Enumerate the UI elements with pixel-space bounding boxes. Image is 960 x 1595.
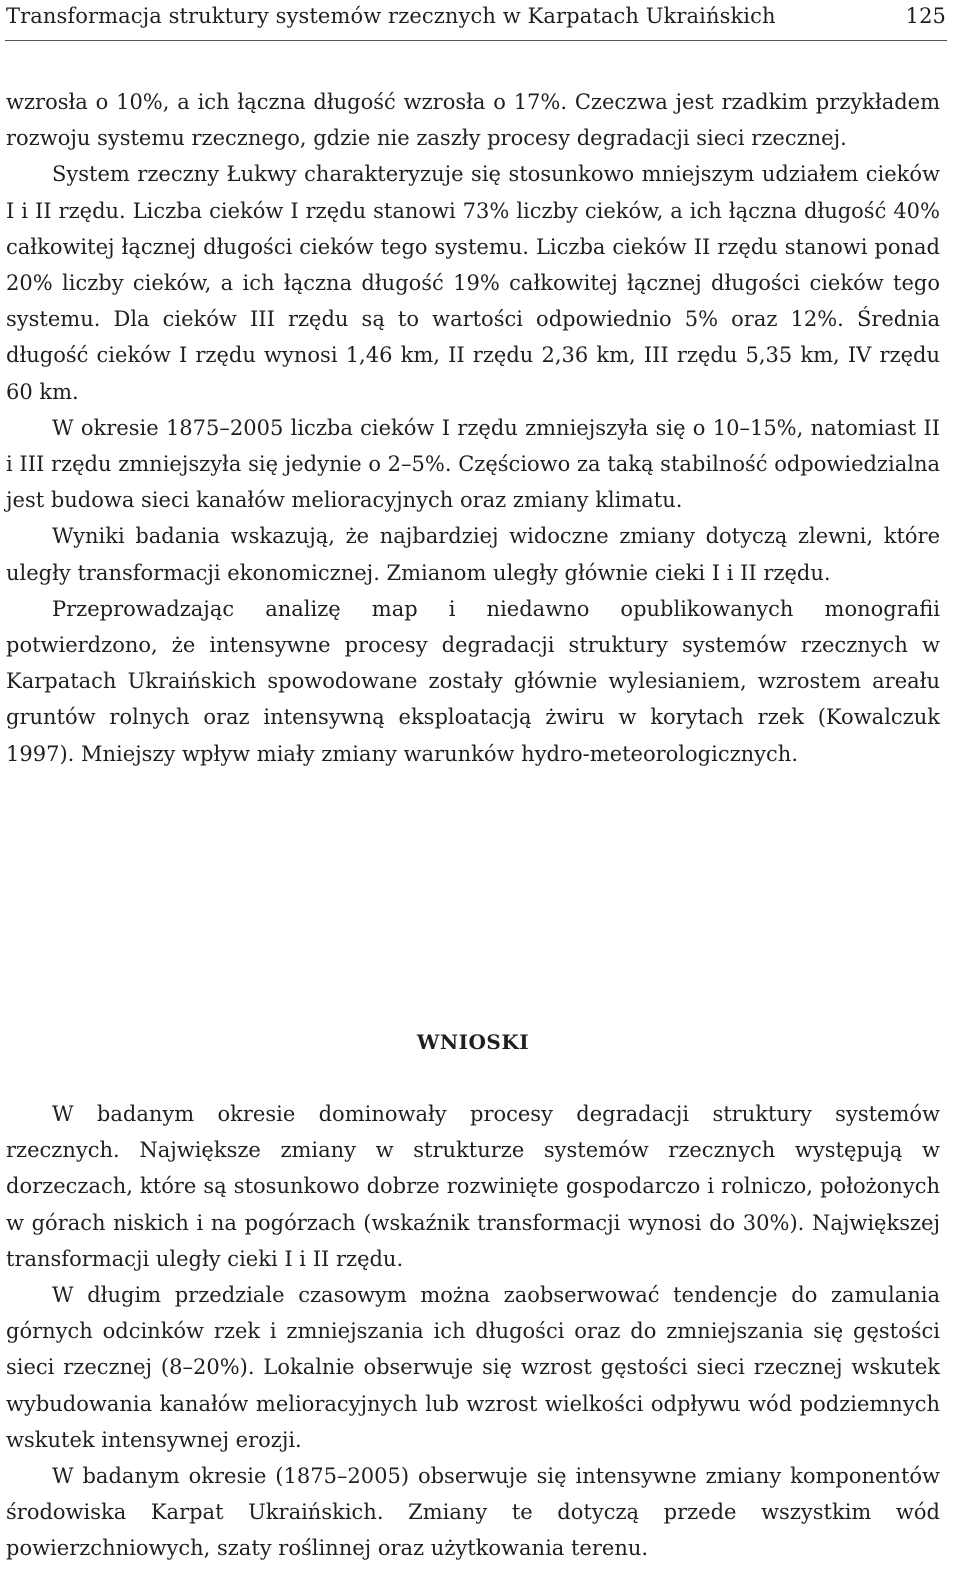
- running-header: [6, 0, 946, 32]
- paragraph: Przeprowadzając analizę map i niedawno opublikowanych monografii potwierdzono, że intensywne procesy degradacji struktury systemów rzecznych w Karpatach Ukraińskich spowodowane zostały głównie wylesianiem, wzrostem areału gruntów rolnych oraz intensywną eksploatacją żwiru w korytach rzek (Kowalczuk 1997). Mniejszy wpływ miały zmiany warunków hydro-meteorologicznych.: [6, 596, 940, 766]
- main-body-text: [6, 84, 940, 772]
- paragraph: System rzeczny Łukwy charakteryzuje się stosunkowo mniejszym udziałem cieków I i II rzędu. Liczba cieków I rzędu stanowi 73% liczby cieków, a ich łączna długość 40% całkowitej łącznej długości cieków tego systemu. Liczba cieków II rzędu stanowi ponad 20% liczby cieków, a ich łączna długość 19% całkowitej łącznej długości cieków tego systemu. Dla cieków III rzędu są to wartości odpowiednio 5% oraz 12%. Średnia długość cieków I rzędu wynosi 1,46 km, II rzędu 2,36 km, III rzędu 5,35 km, IV rzędu 60 km.: [6, 162, 940, 404]
- page-number: 125: [905, 4, 946, 28]
- conclusion-paragraph: W badanym okresie dominowały procesy degradacji struktury systemów rzecznych. Największe zmiany w strukturze systemów rzecznych występują w dorzeczach, które są stosunkowo dobrze rozwinięte gospodarczo i rolniczo, położonych w górach niskich i na pogórzach (wskaźnik transformacji wynosi do 30%). Największej transformacji uległy cieki I i II rzędu.: [6, 1102, 940, 1271]
- paragraph: Wyniki badania wskazują, że najbardziej widoczne zmiany dotyczą zlewni, które uległy transformacji ekonomicznej. Zmianom uległy głównie cieki I i II rzędu.: [6, 524, 940, 585]
- header-divider: [5, 40, 947, 41]
- section-heading-conclusions: WNIOSKI: [416, 1030, 530, 1054]
- conclusion-paragraph: W badanym okresie (1875–2005) obserwuje się intensywne zmiany komponentów środowiska Karpat Ukraińskich. Zmiany te dotyczą przede wszystkim wód powierzchniowych, szaty roślinnej oraz użytkowania terenu.: [6, 1464, 940, 1561]
- conclusions-body-text: [6, 1096, 940, 1567]
- paragraph: W okresie 1875–2005 liczba cieków I rzędu zmniejszyła się o 10–15%, natomiast II i III rzędu zmniejszyła się jedynie o 2–5%. Częściowo za taką stabilność odpowiedzialna jest budowa sieci kanałów melioracyjnych oraz zmiany klimatu.: [6, 415, 940, 513]
- paragraph-continued: wzrosła o 10%, a ich łączna długość wzrosła o 17%. Czeczwa jest rzadkim przykładem rozwoju systemu rzecznego, gdzie nie zaszły procesy degradacji sieci rzecznej.: [6, 90, 940, 151]
- conclusion-paragraph: W długim przedziale czasowym można zaobserwować tendencje do zamulania górnych odcinków rzek i zmniejszania ich długości oraz do zmniejszania się gęstości sieci rzecznej (8–20%). Lokalnie obserwuje się wzrost gęstości sieci rzecznej wskutek wybudowania kanałów melioracyjnych lub wzrost wielkości odpływu wód podziemnych wskutek intensywnej erozji.: [6, 1283, 940, 1452]
- running-title: Transformacja struktury systemów rzecznych w Karpatach Ukraińskich: [6, 4, 776, 28]
